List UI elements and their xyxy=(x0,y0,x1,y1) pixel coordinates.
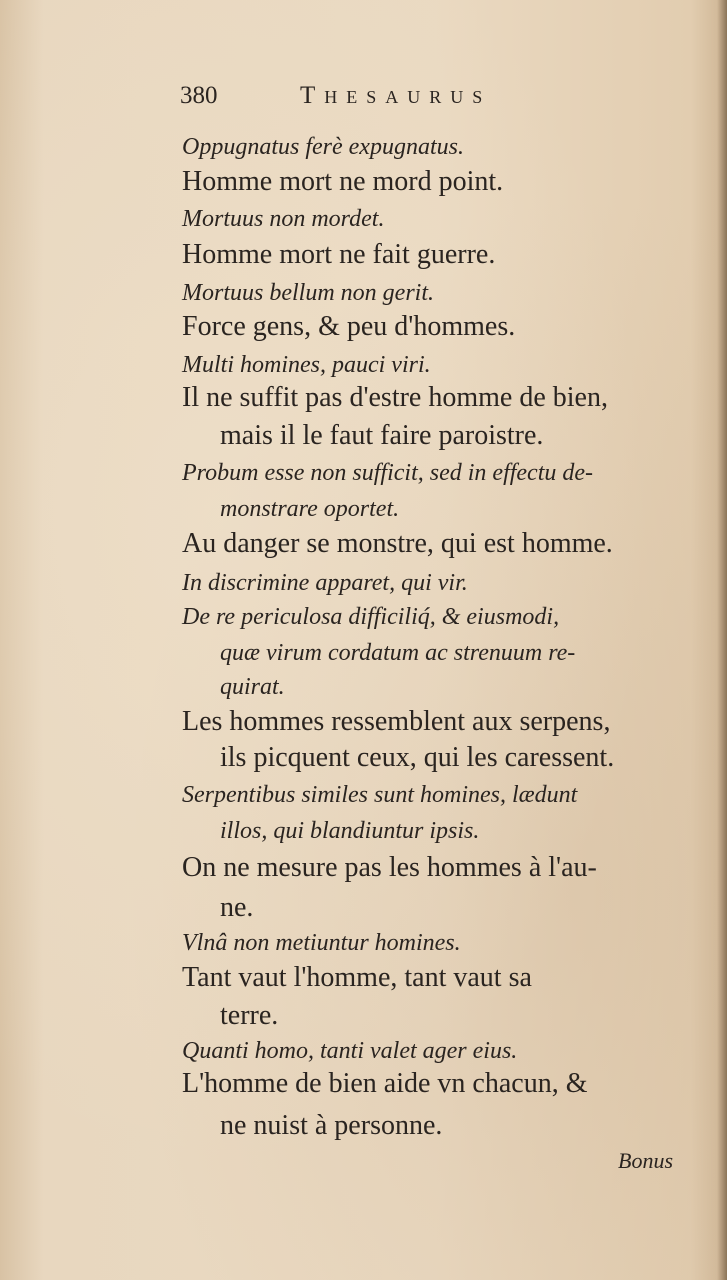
text-line-latin: Multi homines, pauci viri. xyxy=(182,352,431,378)
text-line-latin: monstrare oportet. xyxy=(220,496,400,522)
text-line-french: ils picquent ceux, qui les caressent. xyxy=(220,742,615,773)
text-line-french: Les hommes ressemblent aux serpens, xyxy=(182,706,611,737)
page-header xyxy=(180,82,620,114)
text-line-latin: quæ virum cordatum ac strenuum re- xyxy=(220,640,576,666)
text-line-latin: Probum esse non sufficit, sed in effectu de- xyxy=(182,460,594,486)
text-line-french: On ne mesure pas les hommes à l'au- xyxy=(182,852,597,883)
text-line-latin: Serpentibus similes sunt homines, lædunt xyxy=(182,782,578,808)
text-line-latin: De re periculosa difficiliq́, & eiusmodi, xyxy=(182,604,560,630)
text-line-latin: In discrimine apparet, qui vir. xyxy=(182,570,468,596)
text-line-french: Homme mort ne mord point. xyxy=(182,166,504,197)
catchword: Bonus xyxy=(618,1148,673,1173)
text-line-french: mais il le faut faire paroistre. xyxy=(220,420,544,451)
page-edge-shadow xyxy=(717,0,727,1280)
text-line-latin: Mortuus bellum non gerit. xyxy=(182,280,434,306)
text-line-latin: illos, qui blandiuntur ipsis. xyxy=(220,818,480,844)
text-line-latin: quirat. xyxy=(220,674,285,700)
text-line-french: Force gens, & peu d'hommes. xyxy=(182,311,516,342)
text-line-latin: Mortuus non mordet. xyxy=(182,206,385,232)
text-line-french: ne nuist à personne. xyxy=(220,1110,443,1141)
running-title: Thesaurus xyxy=(300,82,492,109)
text-line-french: Homme mort ne fait guerre. xyxy=(182,239,496,270)
text-line-french: Il ne suffit pas d'estre homme de bien, xyxy=(182,382,608,413)
text-line-french: Au danger se monstre, qui est homme. xyxy=(182,528,613,559)
text-line-latin: Oppugnatus ferè expugnatus. xyxy=(182,134,464,160)
text-line-latin: Vlnâ non metiuntur homines. xyxy=(182,930,461,956)
text-line-latin: Quanti homo, tanti valet ager eius. xyxy=(182,1038,518,1064)
text-line-french: L'homme de bien aide vn chacun, & xyxy=(182,1068,588,1099)
text-line-french: terre. xyxy=(220,1000,279,1031)
page-number: 380 xyxy=(180,82,218,109)
text-line-french: ne. xyxy=(220,892,254,923)
text-line-french: Tant vaut l'homme, tant vaut sa xyxy=(182,962,532,993)
